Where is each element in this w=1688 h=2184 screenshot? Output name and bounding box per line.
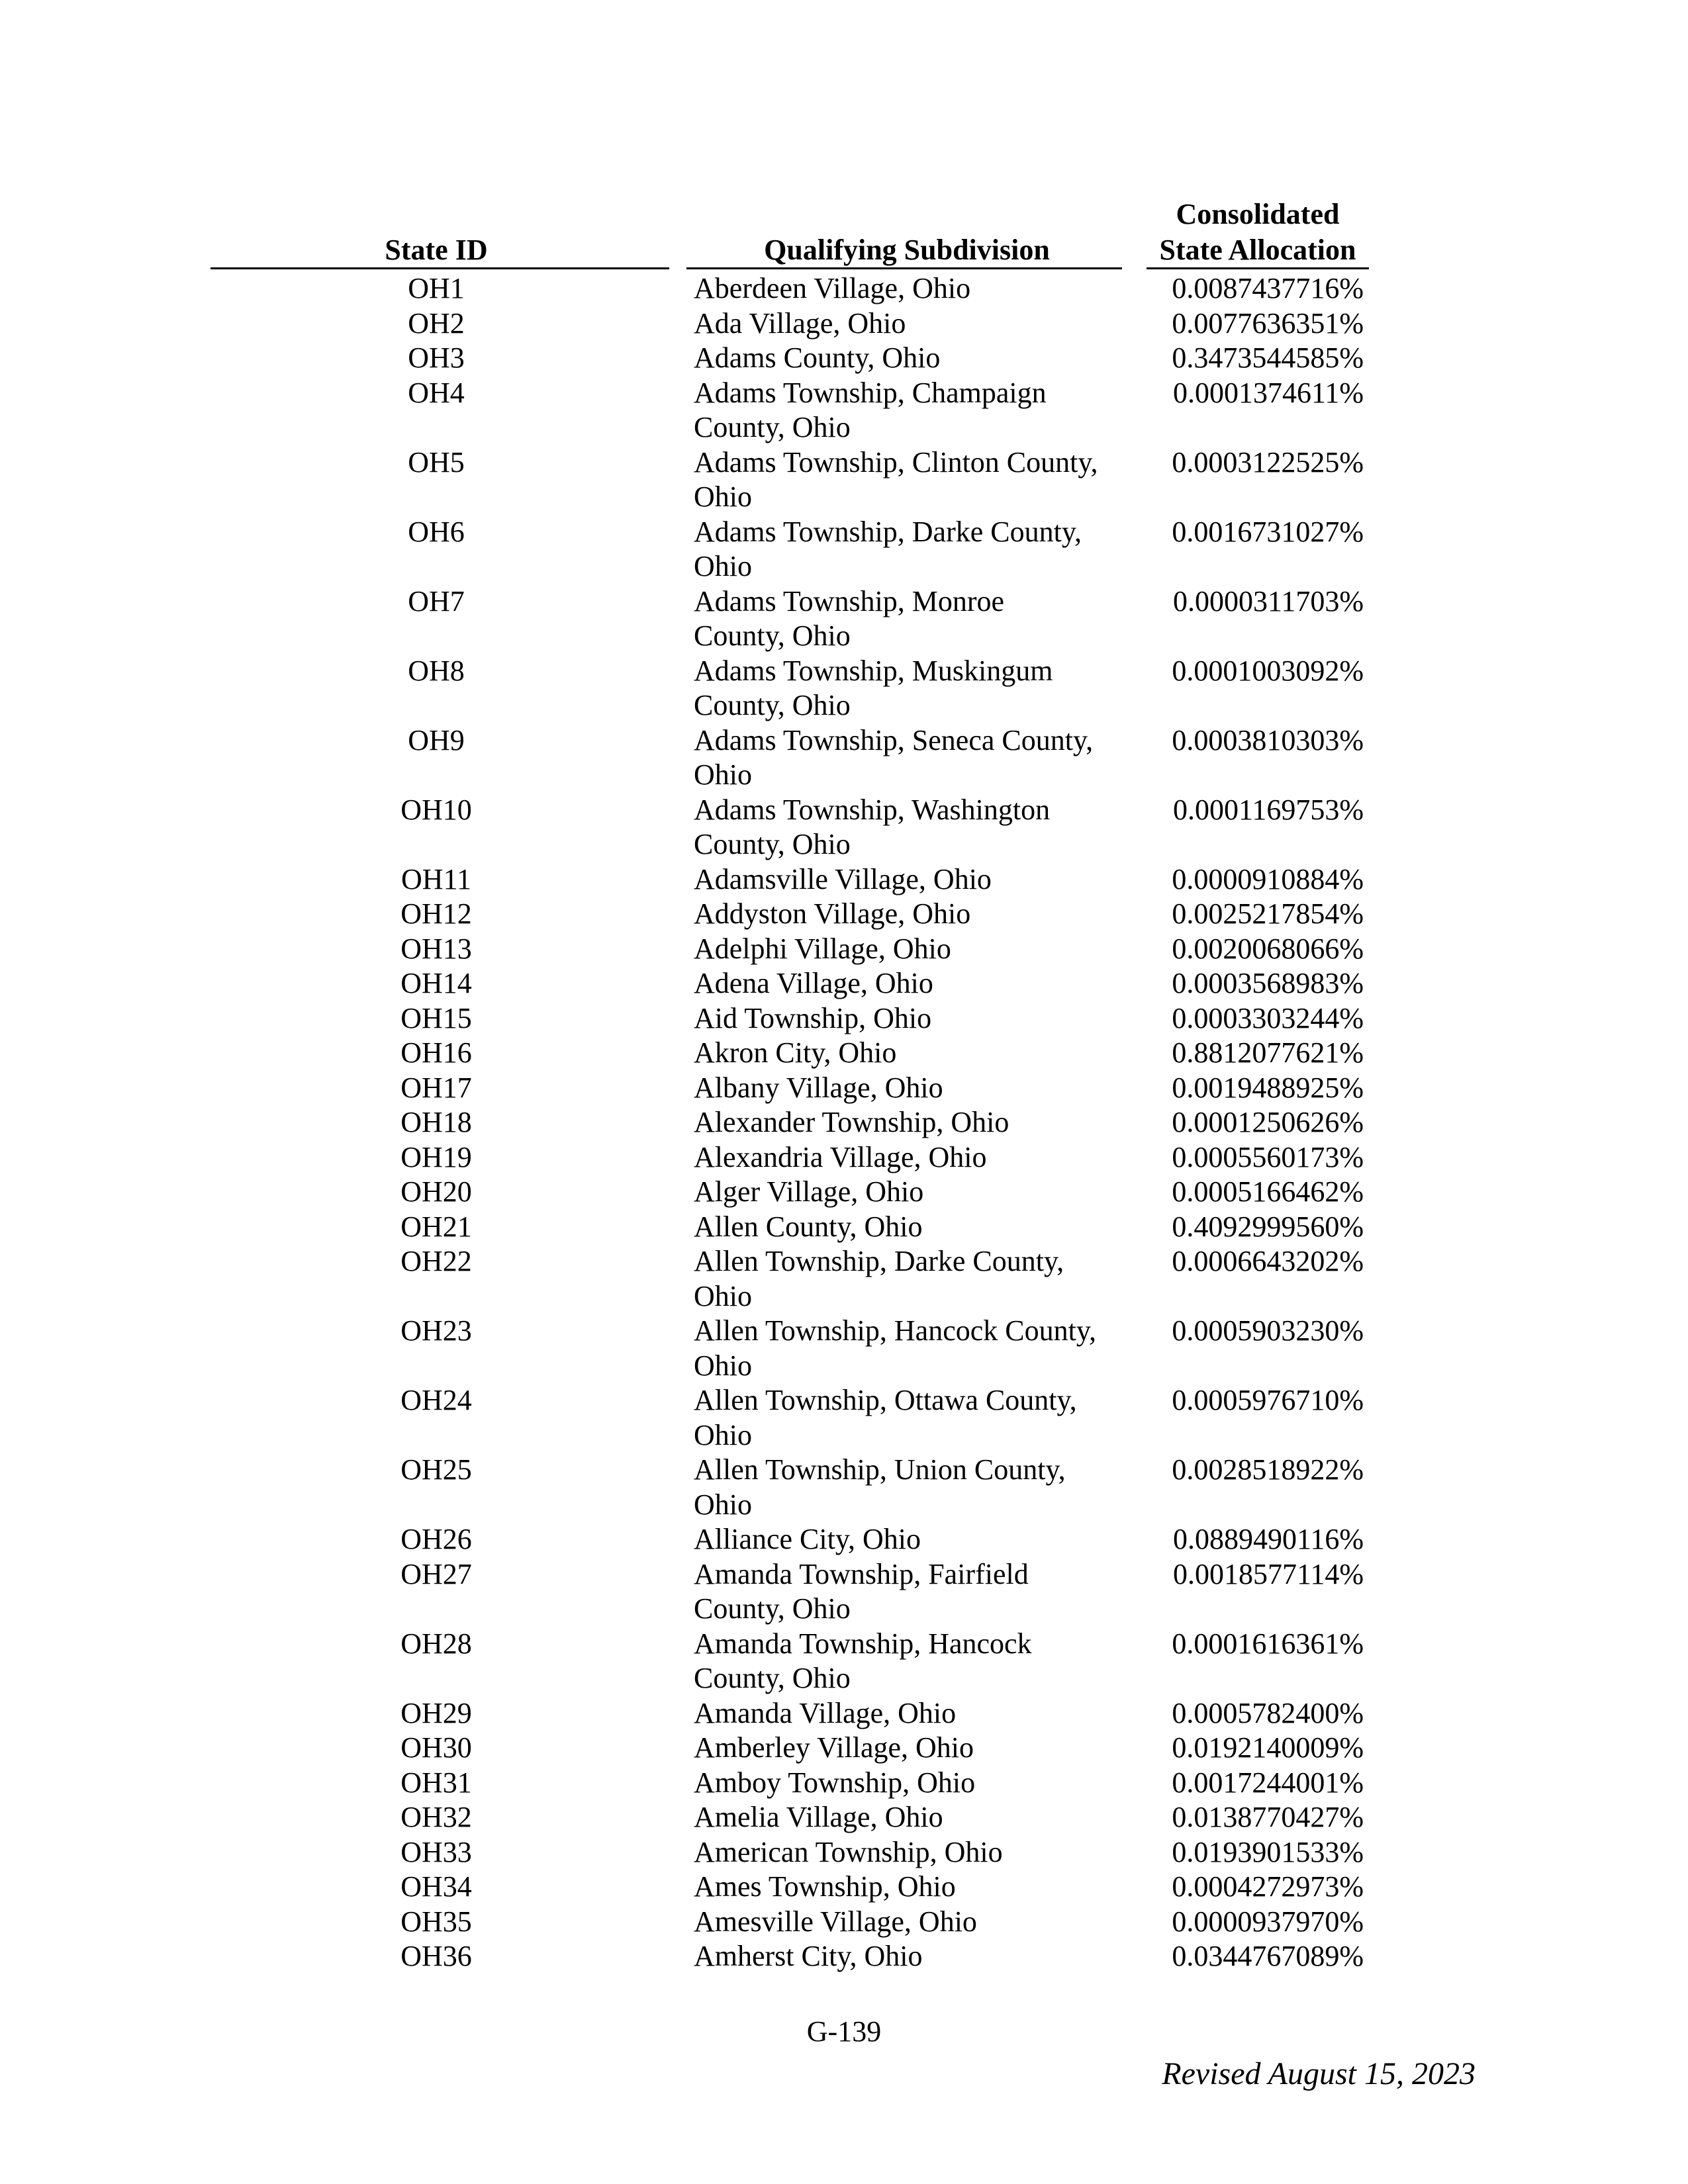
subdivision-cell [694, 1175, 1131, 1210]
subdivision-cell [694, 862, 1131, 897]
subdivision-cell [694, 1870, 1131, 1905]
subdivision-cell [694, 1210, 1131, 1245]
state-id-cell: OH22 [400, 1245, 472, 1277]
allocation-cell: 0.0087437716% [1172, 272, 1364, 304]
allocation-cell: 0.0028518922% [1172, 1453, 1364, 1486]
subdivision-line: Amherst City, Ohio [694, 1940, 923, 1972]
allocation-cell: 0.0001169753% [1172, 793, 1364, 826]
subdivision-cell [694, 897, 1131, 932]
state-id-cell: OH20 [400, 1175, 472, 1208]
subdivision-cell [694, 271, 1131, 306]
subdivision-cell [694, 1522, 1131, 1557]
state-id-cell: OH28 [400, 1627, 472, 1660]
allocation-cell: 0.0001250626% [1172, 1106, 1364, 1138]
subdivision-line: American Township, Ohio [694, 1835, 1003, 1868]
allocation-cell: 0.0005903230% [1172, 1314, 1364, 1347]
state-id-cell: OH36 [400, 1940, 472, 1972]
state-id-cell: OH31 [400, 1766, 472, 1799]
state-id-cell: OH1 [408, 272, 465, 304]
subdivision-cell [694, 1557, 1131, 1627]
subdivision-cell [694, 1140, 1131, 1175]
subdivision-line: Adena Village, Ohio [694, 967, 933, 999]
state-id-cell: OH26 [400, 1523, 472, 1555]
allocation-cell: 0.0006643202% [1172, 1245, 1364, 1277]
subdivision-line: Adelphi Village, Ohio [694, 932, 951, 965]
subdivision-line: Amanda Village, Ohio [694, 1696, 957, 1729]
subdivision-cell [694, 376, 1131, 445]
subdivision-line: Amesville Village, Ohio [694, 1905, 977, 1938]
subdivision-line: Adams County, Ohio [694, 341, 941, 374]
state-id-cell: OH19 [400, 1140, 472, 1173]
subdivision-line: Allen County, Ohio [694, 1210, 923, 1243]
subdivision-line: County, Ohio [694, 1592, 851, 1625]
allocation-cell: 0.0016731027% [1172, 515, 1364, 548]
subdivision-line: Adams Township, Monroe [694, 584, 1005, 617]
subdivision-cell [694, 1453, 1131, 1522]
subdivision-line: Adams Township, Seneca County, [694, 723, 1094, 756]
state-id-cell: OH21 [400, 1210, 472, 1243]
allocation-cell: 0.0003303244% [1172, 1001, 1364, 1034]
subdivision-line: Ohio [694, 550, 752, 582]
subdivision-cell [694, 1314, 1131, 1383]
subdivision-line: Amanda Township, Fairfield [694, 1557, 1029, 1590]
allocation-cell: 0.0017244001% [1172, 1766, 1364, 1799]
subdivision-line: Adams Township, Washington [694, 793, 1051, 826]
subdivision-cell [694, 341, 1131, 376]
subdivision-cell [694, 654, 1131, 723]
state-id-cell: OH34 [400, 1870, 472, 1903]
allocation-cell: 0.0889490116% [1172, 1523, 1364, 1555]
allocation-cell: 0.0001616361% [1172, 1627, 1364, 1660]
subdivision-line: Ohio [694, 1279, 752, 1312]
allocation-cell: 0.0003122525% [1172, 445, 1364, 478]
header-qualifying-subdivision: Qualifying Subdivision [764, 234, 1050, 266]
state-id-cell: OH24 [400, 1384, 472, 1416]
subdivision-cell [694, 584, 1131, 654]
subdivision-cell [694, 1383, 1131, 1453]
allocation-cell: 0.0001374611% [1172, 376, 1364, 409]
subdivision-line: Ohio [694, 1488, 752, 1521]
allocation-cell: 0.0005166462% [1172, 1175, 1364, 1208]
subdivision-cell [694, 932, 1131, 967]
allocation-cell: 0.0019488925% [1172, 1071, 1364, 1104]
state-id-cell: OH2 [408, 306, 465, 340]
subdivision-line: Adams Township, Clinton County, [694, 445, 1098, 478]
state-id-cell: OH6 [408, 515, 465, 548]
subdivision-line: Allen Township, Union County, [694, 1453, 1066, 1486]
subdivision-cell [694, 1244, 1131, 1314]
subdivision-line: County, Ohio [694, 689, 851, 721]
state-id-cell: OH35 [400, 1905, 472, 1938]
allocation-cell: 0.0018577114% [1172, 1557, 1364, 1590]
page-number: G-139 [806, 2015, 882, 2048]
state-id-cell: OH15 [400, 1001, 472, 1034]
state-id-cell: OH5 [408, 445, 465, 478]
subdivision-cell [694, 1731, 1131, 1766]
state-id-cell: OH13 [400, 932, 472, 965]
state-id-cell: OH16 [400, 1036, 472, 1069]
header-allocation-line1: Consolidated [1176, 198, 1340, 230]
subdivision-cell [694, 966, 1131, 1001]
subdivision-line: Adamsville Village, Ohio [694, 862, 992, 895]
subdivision-line: Amanda Township, Hancock [694, 1627, 1032, 1660]
subdivision-line: Ohio [694, 758, 752, 791]
state-id-cell: OH8 [408, 654, 465, 687]
subdivision-line: Ohio [694, 1418, 752, 1451]
subdivision-cell [694, 1835, 1131, 1870]
subdivision-line: Amboy Township, Ohio [694, 1766, 976, 1799]
subdivision-line: Alliance City, Ohio [694, 1523, 921, 1555]
subdivision-cell [694, 1627, 1131, 1696]
subdivision-line: County, Ohio [694, 1662, 851, 1694]
state-id-cell: OH11 [401, 862, 471, 895]
state-id-cell: OH32 [400, 1801, 472, 1833]
subdivision-line: Aid Township, Ohio [694, 1001, 932, 1034]
state-id-cell: OH27 [400, 1557, 472, 1590]
header-rule-allocation [1147, 267, 1369, 269]
state-id-cell: OH10 [400, 793, 472, 826]
subdivision-line: Alger Village, Ohio [694, 1175, 924, 1208]
subdivision-line: Allen Township, Hancock County, [694, 1314, 1096, 1347]
allocation-cell: 0.0005782400% [1172, 1696, 1364, 1729]
state-id-cell: OH9 [408, 723, 465, 756]
allocation-cell: 0.0000910884% [1172, 862, 1364, 895]
header-rule-subdivision [686, 267, 1122, 269]
state-id-cell: OH4 [408, 376, 465, 409]
allocation-cell: 0.0000937970% [1172, 1905, 1364, 1938]
allocation-cell: 0.0005976710% [1172, 1384, 1364, 1416]
subdivision-cell [694, 1800, 1131, 1835]
allocation-cell: 0.8812077621% [1172, 1036, 1364, 1069]
allocation-cell: 0.0000311703% [1172, 584, 1364, 617]
subdivision-line: Albany Village, Ohio [694, 1071, 943, 1104]
subdivision-cell [694, 1766, 1131, 1801]
revision-date: Revised August 15, 2023 [1162, 2056, 1476, 2091]
subdivision-line: Adams Township, Muskingum [694, 654, 1053, 687]
subdivision-cell [694, 1036, 1131, 1071]
subdivision-line: Ohio [694, 480, 752, 513]
subdivision-cell [694, 793, 1131, 862]
state-id-cell: OH18 [400, 1106, 472, 1138]
allocation-cell: 0.3473544585% [1172, 341, 1364, 374]
subdivision-cell [694, 1105, 1131, 1140]
subdivision-line: Allen Township, Ottawa County, [694, 1384, 1077, 1416]
subdivision-line: Alexander Township, Ohio [694, 1106, 1009, 1138]
allocation-cell: 0.0004272973% [1172, 1870, 1364, 1903]
subdivision-line: Allen Township, Darke County, [694, 1245, 1064, 1277]
state-id-cell: OH30 [400, 1731, 472, 1764]
subdivision-line: Amberley Village, Ohio [694, 1731, 974, 1764]
subdivision-cell [694, 306, 1131, 341]
state-id-cell: OH23 [400, 1314, 472, 1347]
subdivision-cell [694, 1905, 1131, 1940]
subdivision-line: County, Ohio [694, 619, 851, 652]
subdivision-line: Amelia Village, Ohio [694, 1801, 943, 1833]
subdivision-line: Ames Township, Ohio [694, 1870, 956, 1903]
subdivision-cell [694, 1939, 1131, 1974]
subdivision-line: Addyston Village, Ohio [694, 897, 971, 930]
subdivision-line: County, Ohio [694, 411, 851, 443]
allocation-cell: 0.4092999560% [1172, 1210, 1364, 1243]
state-id-cell: OH17 [400, 1071, 472, 1104]
subdivision-line: Alexandria Village, Ohio [694, 1140, 987, 1173]
allocation-cell: 0.0344767089% [1172, 1940, 1364, 1972]
allocation-cell: 0.0138770427% [1172, 1801, 1364, 1833]
state-id-cell: OH29 [400, 1696, 472, 1729]
subdivision-cell [694, 1001, 1131, 1036]
state-id-cell: OH3 [408, 341, 465, 374]
allocation-cell: 0.0192140009% [1172, 1731, 1364, 1764]
header-state-id: State ID [385, 234, 488, 266]
header-allocation-line2: State Allocation [1159, 234, 1356, 266]
subdivision-cell [694, 445, 1131, 515]
subdivision-line: Ada Village, Ohio [694, 306, 906, 340]
state-id-cell: OH14 [400, 967, 472, 999]
allocation-cell: 0.0020068066% [1172, 932, 1364, 965]
subdivision-cell [694, 515, 1131, 584]
state-id-cell: OH7 [408, 584, 465, 617]
subdivision-cell [694, 1696, 1131, 1731]
subdivision-line: Adams Township, Darke County, [694, 515, 1082, 548]
state-id-cell: OH12 [400, 897, 472, 930]
allocation-cell: 0.0077636351% [1172, 306, 1364, 340]
subdivision-cell [694, 1071, 1131, 1106]
allocation-cell: 0.0003810303% [1172, 723, 1364, 756]
subdivision-cell [694, 723, 1131, 793]
state-id-cell: OH25 [400, 1453, 472, 1486]
allocation-cell: 0.0193901533% [1172, 1835, 1364, 1868]
state-id-cell: OH33 [400, 1835, 472, 1868]
allocation-cell: 0.0025217854% [1172, 897, 1364, 930]
subdivision-line: Aberdeen Village, Ohio [694, 272, 971, 304]
subdivision-line: Adams Township, Champaign [694, 376, 1047, 409]
subdivision-line: Akron City, Ohio [694, 1036, 897, 1069]
allocation-cell: 0.0005560173% [1172, 1140, 1364, 1173]
subdivision-line: Ohio [694, 1349, 752, 1382]
header-rule-state-id [211, 267, 669, 269]
allocation-cell: 0.0001003092% [1172, 654, 1364, 687]
subdivision-line: County, Ohio [694, 828, 851, 860]
allocation-cell: 0.0003568983% [1172, 967, 1364, 999]
